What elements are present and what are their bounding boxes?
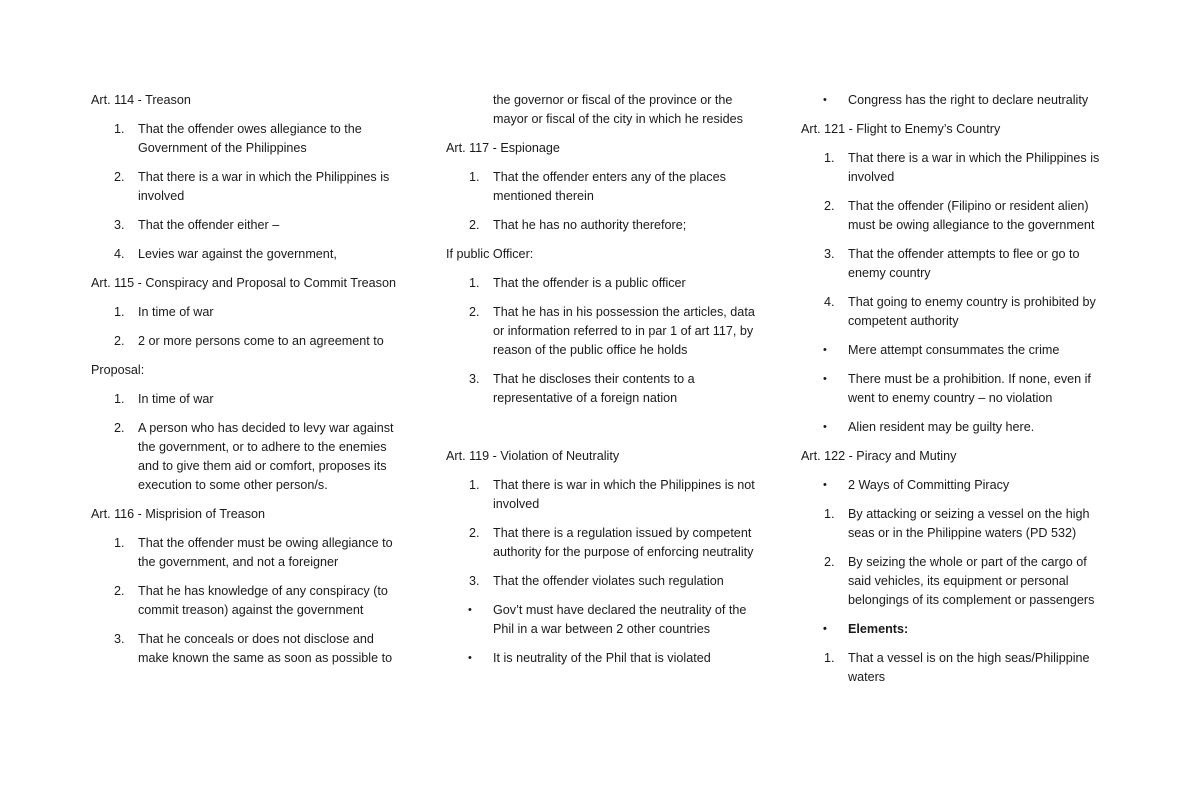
list-item: 4. That going to enemy country is prohibited by competent authority [824, 295, 1096, 328]
bullet-icon: • [823, 373, 827, 385]
list-number: 4. [824, 295, 835, 309]
bullet-icon: • [823, 623, 827, 635]
list-number: 1. [824, 151, 835, 165]
list-item: 3. That the offender violates such regulation [446, 572, 756, 591]
list-item: 2. That he has no authority therefore; [446, 216, 756, 235]
list-item: 2. That the offender (Filipino or resident alien) must be owing allegiance to the government [824, 199, 1095, 232]
bullet-icon: • [823, 94, 827, 106]
bullet-icon: • [468, 652, 472, 664]
list-item: 1. That there is a war in which the Philippines is involved [824, 151, 1100, 184]
list-number: 4. [114, 247, 125, 261]
continuation-text: the governor or fiscal of the province or the mayor or fiscal of the city in which he resides [493, 93, 743, 126]
art115-heading: Art. 115 - Conspiracy and Proposal to Commit Treason [91, 276, 396, 290]
list-number: 1. [114, 536, 125, 550]
public-officer-label: If public Officer: [446, 247, 534, 261]
list-item: 1. That the offender is a public officer [446, 274, 756, 293]
bullet-icon: • [468, 604, 472, 616]
list-item: 1. That a vessel is on the high seas/Philippine waters [824, 651, 1090, 684]
column-1 [91, 91, 401, 678]
list-item: 1. In time of war [91, 303, 401, 322]
spacer [446, 418, 756, 447]
bullet-item: • 2 Ways of Committing Piracy [801, 476, 1111, 495]
list-item: 2. By seizing the whole or part of the cargo of said vehicles, its equipment or personal belongings of its complement or passengers [824, 555, 1095, 607]
list-item: 2. That he has in his possession the articles, data or information referred to in par 1 of art 117, by reason of the public office he holds [469, 305, 755, 357]
bullet-icon: • [823, 421, 827, 433]
list-number: 2. [469, 218, 480, 232]
column-3 [801, 91, 1111, 697]
bullet-item: • It is neutrality of the Phil that is violated [446, 649, 756, 668]
list-number: 1. [114, 122, 125, 136]
list-item: 3. That he discloses their contents to a representative of a foreign nation [469, 372, 695, 405]
list-number: 2. [469, 305, 480, 319]
list-number: 3. [469, 574, 480, 588]
list-number: 1. [469, 478, 480, 492]
list-item: 1. That the offender enters any of the places mentioned therein [469, 170, 726, 203]
art119-heading: Art. 119 - Violation of Neutrality [446, 449, 620, 463]
list-item: 2. A person who has decided to levy war against the government, or to adhere to the enemies and to give them aid or comfort, proposes its execution to some other person/s. [114, 421, 394, 492]
bullet-item: • Elements: [801, 620, 1111, 639]
list-number: 3. [824, 247, 835, 261]
art114-heading: Art. 114 - Treason [91, 93, 191, 107]
art122-heading: Art. 122 - Piracy and Mutiny [801, 449, 957, 463]
bullet-icon: • [823, 479, 827, 491]
list-number: 2. [469, 526, 480, 540]
list-item: 3. That he conceals or does not disclose and make known the same as soon as possible to [114, 632, 393, 665]
column-2 [446, 91, 756, 678]
bullet-item: • There must be a prohibition. If none, even if went to enemy country – no violation [823, 372, 1091, 405]
proposal-label: Proposal: [91, 363, 145, 377]
list-item: 1. In time of war [91, 390, 401, 409]
list-number: 1. [824, 651, 835, 665]
list-number: 2. [824, 199, 835, 213]
list-number: 2. [114, 170, 125, 184]
list-number: 2. [114, 584, 125, 598]
bullet-item: • Gov’t must have declared the neutrality of the Phil in a war between 2 other countries [468, 603, 747, 636]
list-number: 2. [114, 421, 125, 435]
list-item: 3. That the offender attempts to flee or go to enemy country [824, 247, 1080, 280]
list-number: 1. [824, 507, 835, 521]
art121-heading: Art. 121 - Flight to Enemy’s Country [801, 122, 1001, 136]
list-item: 2. That there is a regulation issued by competent authority for the purpose of enforcing neutrality [469, 526, 754, 559]
list-item: 2. That there is a war in which the Philippines is involved [114, 170, 390, 203]
list-item: 1. That there is war in which the Philippines is not involved [469, 478, 755, 511]
list-number: 1. [469, 276, 480, 290]
list-item: 2. That he has knowledge of any conspiracy (to commit treason) against the government [114, 584, 388, 617]
bullet-item: • Alien resident may be guilty here. [801, 418, 1111, 437]
list-item: 4. Levies war against the government, [91, 245, 401, 264]
art116-heading: Art. 116 - Misprision of Treason [91, 507, 266, 521]
list-number: 2. [114, 334, 125, 348]
list-number: 3. [469, 372, 480, 386]
list-number: 3. [114, 218, 125, 232]
list-number: 2. [824, 555, 835, 569]
list-item: 2. 2 or more persons come to an agreement to [91, 332, 401, 351]
list-number: 1. [114, 392, 125, 406]
list-item: 1. By attacking or seizing a vessel on the high seas or in the Philippine waters (PD 532) [824, 507, 1090, 540]
list-number: 1. [469, 170, 480, 184]
bullet-item: • Congress has the right to declare neutrality [801, 91, 1111, 110]
list-number: 1. [114, 305, 125, 319]
list-item: 3. That the offender either – [91, 216, 401, 235]
bullet-icon: • [823, 344, 827, 356]
bullet-item: • Mere attempt consummates the crime [801, 341, 1111, 360]
list-item: 1. That the offender owes allegiance to the Government of the Philippines [114, 122, 362, 155]
art117-heading: Art. 117 - Espionage [446, 141, 560, 155]
list-number: 3. [114, 632, 125, 646]
list-item: 1. That the offender must be owing allegiance to the government, and not a foreigner [114, 536, 393, 569]
